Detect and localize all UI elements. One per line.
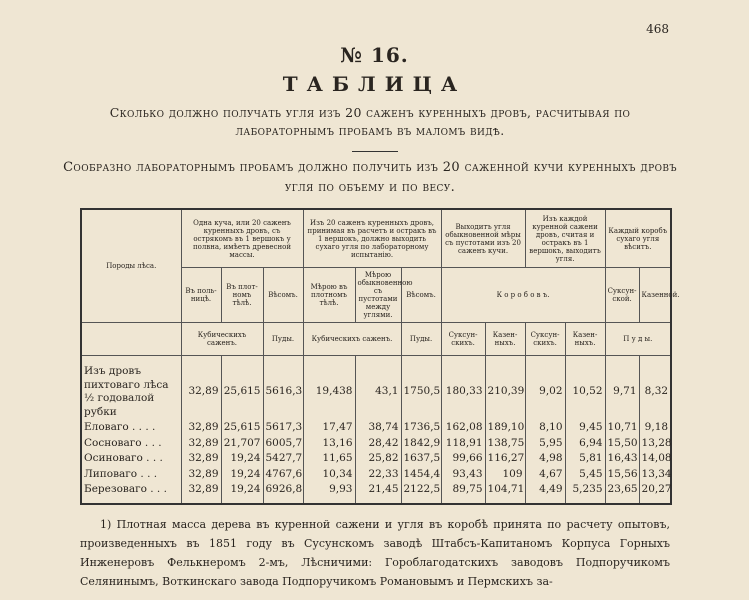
table-cell: 32,89 [181, 467, 221, 483]
table-cell: 9,18 [639, 420, 671, 436]
table-cell: 93,43 [441, 467, 485, 483]
table-cell: 118,91 [441, 436, 485, 452]
table-row [81, 482, 671, 504]
wood-species: Еловаго . . . . [81, 420, 181, 436]
unit-kazen: Казен-ныхъ. [485, 323, 525, 356]
table-cell: 13,28 [639, 436, 671, 452]
table-cell: 6,94 [565, 436, 605, 452]
table-row [81, 451, 671, 467]
table-cell: 17,47 [303, 420, 355, 436]
table-cell: 4,67 [525, 467, 565, 483]
table-cell: 21,707 [221, 436, 263, 452]
table-cell: 10,34 [303, 467, 355, 483]
main-title: ТАБЛИЦА [282, 72, 467, 96]
unit-kub-2: Кубическихъ саженъ. [303, 323, 401, 356]
table-cell: 19,24 [221, 482, 263, 504]
table-cell: 138,75 [485, 436, 525, 452]
table-cell: 5616,3 [263, 364, 303, 420]
table-cell: 2122,5 [401, 482, 441, 504]
table-cell: 1842,9 [401, 436, 441, 452]
table-cell: 8,10 [525, 420, 565, 436]
col-v-plot: Въ плот-номъ тѣлѣ. [221, 268, 263, 323]
table-cell: 6926,8 [263, 482, 303, 504]
table-cell: 14,08 [639, 451, 671, 467]
unit-suksun-2: Суксун-скихъ. [525, 323, 565, 356]
table-cell: 28,42 [355, 436, 401, 452]
table-cell: 16,43 [605, 451, 639, 467]
table-cell: 109 [485, 467, 525, 483]
table-cell: 9,93 [303, 482, 355, 504]
table-cell: 1637,5 [401, 451, 441, 467]
col-korobov: К о р о б о в ъ. [441, 268, 605, 323]
wood-species: Изъ дровъ пихтоваго лѣса ½ годовалой рубки [81, 364, 181, 420]
table-cell: 4,49 [525, 482, 565, 504]
number-title: № 16. [340, 43, 409, 67]
table-cell: 1736,5 [401, 420, 441, 436]
col-group-coal-with-voids: Выходитъ угля обыкновенной мѣры съ пустотами изъ 20 саженъ кучи. [441, 209, 525, 268]
unit-pud-2: Пуды. [401, 323, 441, 356]
table-cell: 9,45 [565, 420, 605, 436]
table-cell: 15,50 [605, 436, 639, 452]
table-cell: 6005,7 [263, 436, 303, 452]
table-cell: 189,10 [485, 420, 525, 436]
col-merou-plot: Мѣрою въ плотномъ тѣлѣ. [303, 268, 355, 323]
table-cell: 99,66 [441, 451, 485, 467]
table-cell: 1750,5 [401, 364, 441, 420]
table-cell: 23,65 [605, 482, 639, 504]
table-cell: 21,45 [355, 482, 401, 504]
unit-pud: Пуды. [263, 323, 303, 356]
col-suksun: Суксун-ской. [605, 268, 639, 323]
table-cell: 5,45 [565, 467, 605, 483]
wood-species: Сосноваго . . . [81, 436, 181, 452]
col-vesom-2: Вѣсомъ. [401, 268, 441, 323]
unit-kub: Кубическихъ саженъ. [181, 323, 263, 356]
table-cell: 9,02 [525, 364, 565, 420]
col-group-wood-mass: Одна куча, или 20 саженъ куренныхъ дровъ, съ острякомъ въ 1 вершокъ у полвна, имѣетъ древесной массы. [181, 209, 303, 268]
page-number: 468 [646, 22, 669, 36]
table-cell: 5,95 [525, 436, 565, 452]
table-cell: 4,98 [525, 451, 565, 467]
table-cell: 32,89 [181, 482, 221, 504]
table-cell: 13,16 [303, 436, 355, 452]
wood-species: Липоваго . . . [81, 467, 181, 483]
table-cell: 5427,7 [263, 451, 303, 467]
table-heading: Сообразно лабораторнымъ пробамъ должно получить изъ 20 саженной кучи куренныхъ дровъ угля по объему и по весу. [63, 160, 677, 195]
table-cell: 10,52 [565, 364, 605, 420]
table-cell: 19,438 [303, 364, 355, 420]
subtitle: Сколько должно получать угля изъ 20 саженъ куренныхъ дровъ, расчитывая по лабораторнымъ пробамъ въ маломъ видѣ. [109, 105, 631, 138]
col-group-box-weight: Каждый коробъ сухаго угля вѣситъ. [605, 209, 671, 268]
table-cell: 32,89 [181, 451, 221, 467]
data-table [80, 208, 680, 505]
footnote-text: 1) Плотная масса дерева въ куренной сажени и угля въ коробѣ принята по расчету опытовъ, произведенныхъ въ 1851 году въ Сусунскомъ заводѣ Штабсъ-Капитаномъ Корпуса Горныхъ Инженеровъ Фелькнеромъ 2-мъ, Лѣсничими: Гороблагодатскихъ заводовъ Подпоручикомъ Селянинымъ, Воткинскаго завода Подпоручикомъ Романовымъ и Пермскихъ за- [80, 518, 670, 588]
table-cell: 1454,4 [401, 467, 441, 483]
col-group-dry-coal: Изъ 20 саженъ куренныхъ дровъ, принимая въ расчетъ и остракъ въ 1 вершокъ, должно выходить сухаго угля по лабораторному испытанію. [303, 209, 441, 268]
col-kazen: Казенной. [639, 268, 671, 323]
table-body [81, 356, 671, 504]
table-cell: 89,75 [441, 482, 485, 504]
table-row [81, 467, 671, 483]
table-row [81, 420, 671, 436]
table-cell: 13,34 [639, 467, 671, 483]
divider-rule [352, 151, 398, 152]
col-vesom: Вѣсомъ. [263, 268, 303, 323]
table-cell: 22,33 [355, 467, 401, 483]
table-cell: 25,615 [221, 420, 263, 436]
col-merou-obyk: Мѣрою обыкновенною съ пустотами между углями. [355, 268, 401, 323]
table-cell: 180,33 [441, 364, 485, 420]
unit-suksun: Суксун-скихъ. [441, 323, 485, 356]
unit-blank [81, 323, 181, 356]
col-group-coal-per-sazhen: Изъ каждой куренной сажени дровъ, считая и остракъ въ 1 вершокъ, выходитъ угля. [525, 209, 605, 268]
table-cell: 4767,6 [263, 467, 303, 483]
table-cell: 162,08 [441, 420, 485, 436]
wood-species: Березоваго . . . [81, 482, 181, 504]
table-cell: 9,71 [605, 364, 639, 420]
col-v-polen: Въ поль-ницѣ. [181, 268, 221, 323]
unit-kazen-2: Казен-ныхъ. [565, 323, 605, 356]
table-cell: 5617,3 [263, 420, 303, 436]
table-cell: 210,39 [485, 364, 525, 420]
row-header: Породы лѣса. [81, 209, 181, 323]
table-cell: 5,235 [565, 482, 605, 504]
table-cell: 104,71 [485, 482, 525, 504]
table-cell: 19,24 [221, 451, 263, 467]
footnote [80, 515, 670, 591]
table-cell: 32,89 [181, 420, 221, 436]
table-cell: 32,89 [181, 436, 221, 452]
table-cell: 11,65 [303, 451, 355, 467]
table-cell: 19,24 [221, 467, 263, 483]
table-cell: 5,81 [565, 451, 605, 467]
table-cell: 15,56 [605, 467, 639, 483]
table-row [81, 364, 671, 420]
table-cell: 43,1 [355, 364, 401, 420]
table-cell: 25,82 [355, 451, 401, 467]
table-cell: 32,89 [181, 364, 221, 420]
table-cell: 25,615 [221, 364, 263, 420]
unit-pudy: П у д ы. [605, 323, 671, 356]
table-cell: 8,32 [639, 364, 671, 420]
table-cell: 116,27 [485, 451, 525, 467]
table-cell: 38,74 [355, 420, 401, 436]
table-cell: 10,71 [605, 420, 639, 436]
table-cell: 20,27 [639, 482, 671, 504]
wood-species: Осиноваго . . . [81, 451, 181, 467]
table-row [81, 436, 671, 452]
